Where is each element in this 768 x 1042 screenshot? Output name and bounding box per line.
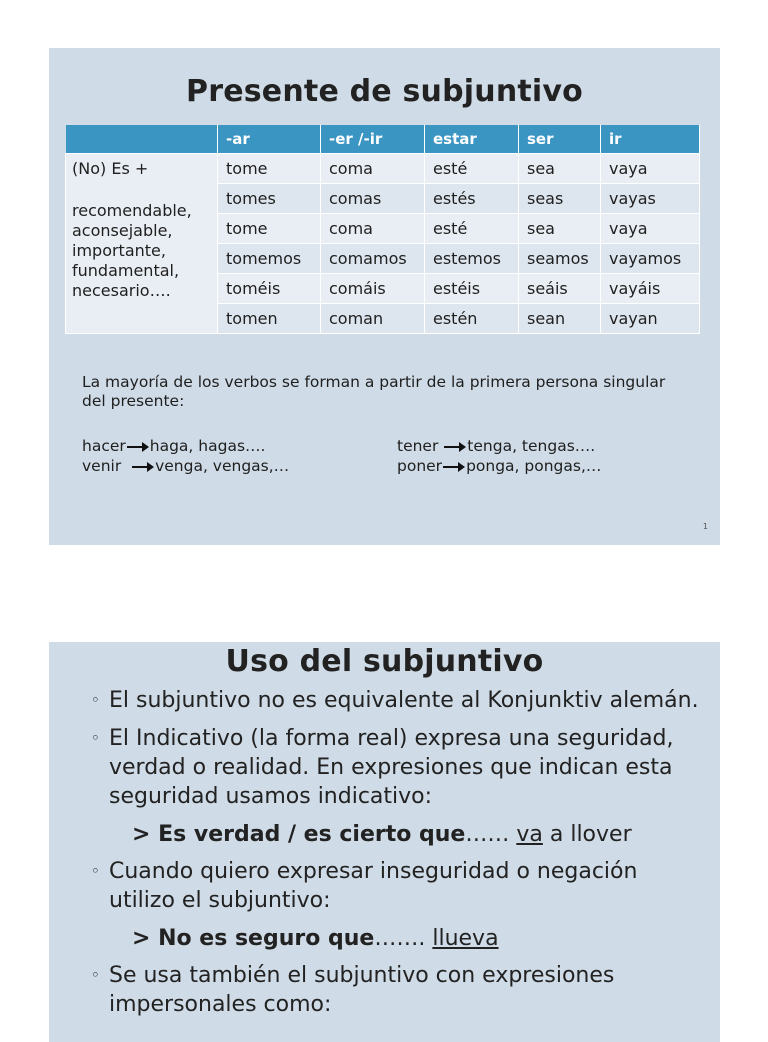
table-cell: tome bbox=[218, 214, 321, 244]
table-cell: estemos bbox=[425, 244, 519, 274]
table-cell: comas bbox=[321, 184, 425, 214]
table-cell: vayan bbox=[601, 304, 700, 334]
table-cell: comamos bbox=[321, 244, 425, 274]
bullet-icon: ◦ bbox=[91, 966, 100, 984]
expressions-cell bbox=[66, 154, 218, 334]
table-cell: sea bbox=[519, 154, 601, 184]
bullet-text: Se usa también el subjuntivo con expresiones impersonales como: bbox=[109, 963, 615, 1017]
table-cell: seamos bbox=[519, 244, 601, 274]
example-line bbox=[89, 820, 709, 849]
table-header-cell: ir bbox=[601, 125, 700, 154]
table-cell: vaya bbox=[601, 214, 700, 244]
table-cell: seas bbox=[519, 184, 601, 214]
slide-number: 1 bbox=[702, 522, 708, 531]
bullet-item bbox=[89, 857, 709, 915]
table-cell: estéis bbox=[425, 274, 519, 304]
table-cell: comáis bbox=[321, 274, 425, 304]
example-verb: poner bbox=[397, 457, 443, 475]
table-cell: tomes bbox=[218, 184, 321, 214]
table-cell: vayamos bbox=[601, 244, 700, 274]
table-header-cell: -er /-ir bbox=[321, 125, 425, 154]
arrow-right-icon bbox=[443, 462, 465, 472]
table-row bbox=[66, 154, 700, 184]
slide-title: Presente de subjuntivo bbox=[186, 74, 583, 109]
table-cell: seáis bbox=[519, 274, 601, 304]
table-cell: tome bbox=[218, 154, 321, 184]
example-line bbox=[89, 924, 709, 953]
table-cell: esté bbox=[425, 154, 519, 184]
example-row bbox=[82, 436, 289, 456]
bullet-icon: ◦ bbox=[91, 862, 100, 880]
table-cell: vayáis bbox=[601, 274, 700, 304]
slide-uso-subjuntivo bbox=[49, 642, 720, 1042]
bullet-icon: ◦ bbox=[91, 729, 100, 747]
example-forms: tenga, tengas…. bbox=[467, 437, 596, 455]
table-cell: coman bbox=[321, 304, 425, 334]
example-rest: a llover bbox=[542, 822, 632, 847]
example-dots: …… bbox=[465, 822, 510, 847]
table-cell: esté bbox=[425, 214, 519, 244]
bullet-text: El Indicativo (la forma real) expresa una seguridad, verdad o realidad. En expresiones que indican esta seguridad usamos indicativo: bbox=[109, 726, 674, 809]
table-cell: vayas bbox=[601, 184, 700, 214]
conjugation-table bbox=[65, 125, 700, 334]
table-cell: estés bbox=[425, 184, 519, 214]
bullet-icon: ◦ bbox=[91, 691, 100, 709]
table-header-cell bbox=[66, 125, 218, 154]
table-cell: sea bbox=[519, 214, 601, 244]
example-row bbox=[82, 456, 289, 476]
example-verb: venir bbox=[82, 457, 122, 475]
example-phrase: > No es seguro que bbox=[132, 926, 375, 951]
arrow-right-icon bbox=[127, 442, 149, 452]
examples-right bbox=[397, 436, 601, 476]
table-cell: sean bbox=[519, 304, 601, 334]
table-cell: coma bbox=[321, 214, 425, 244]
table-header-cell: estar bbox=[425, 125, 519, 154]
table-cell: tomemos bbox=[218, 244, 321, 274]
table-header-row bbox=[66, 125, 700, 154]
example-forms: haga, hagas…. bbox=[149, 437, 266, 455]
example-verb: hacer bbox=[82, 437, 126, 455]
example-row bbox=[397, 436, 601, 456]
formation-note: La mayoría de los verbos se forman a partir de la primera persona singular del presente: bbox=[82, 373, 666, 410]
example-forms: venga, vengas,… bbox=[155, 457, 290, 475]
expressions-lead: (No) Es + bbox=[72, 159, 149, 178]
table-cell: estén bbox=[425, 304, 519, 334]
example-forms: ponga, pongas,… bbox=[466, 457, 602, 475]
example-row bbox=[397, 456, 601, 476]
arrow-right-icon bbox=[444, 442, 466, 452]
example-phrase: > Es verdad / es cierto que bbox=[132, 822, 466, 847]
bullet-item bbox=[89, 686, 709, 715]
slide-presente-subjuntivo bbox=[49, 48, 720, 545]
table-header-cell: ser bbox=[519, 125, 601, 154]
bullet-text: El subjuntivo no es equivalente al Konjunktiv alemán. bbox=[109, 688, 699, 713]
example-dots: ……. bbox=[374, 926, 426, 951]
expressions-list: recomendable, aconsejable, importante, fundamental, necesario…. bbox=[72, 201, 192, 300]
bullet-item bbox=[89, 961, 709, 1019]
example-verb: llueva bbox=[432, 926, 499, 951]
arrow-right-icon bbox=[132, 462, 154, 472]
table-cell: tomen bbox=[218, 304, 321, 334]
table-cell: coma bbox=[321, 154, 425, 184]
example-verb: tener bbox=[397, 437, 439, 455]
table-cell: toméis bbox=[218, 274, 321, 304]
examples-left bbox=[82, 436, 289, 476]
example-verb: va bbox=[516, 822, 543, 847]
bullet-item bbox=[89, 724, 709, 811]
bullet-text: Cuando quiero expresar inseguridad o negación utilizo el subjuntivo: bbox=[109, 859, 638, 913]
bullet-list bbox=[89, 686, 709, 1028]
slide-title: Uso del subjuntivo bbox=[225, 644, 544, 679]
table-cell: vaya bbox=[601, 154, 700, 184]
table-header-cell: -ar bbox=[218, 125, 321, 154]
